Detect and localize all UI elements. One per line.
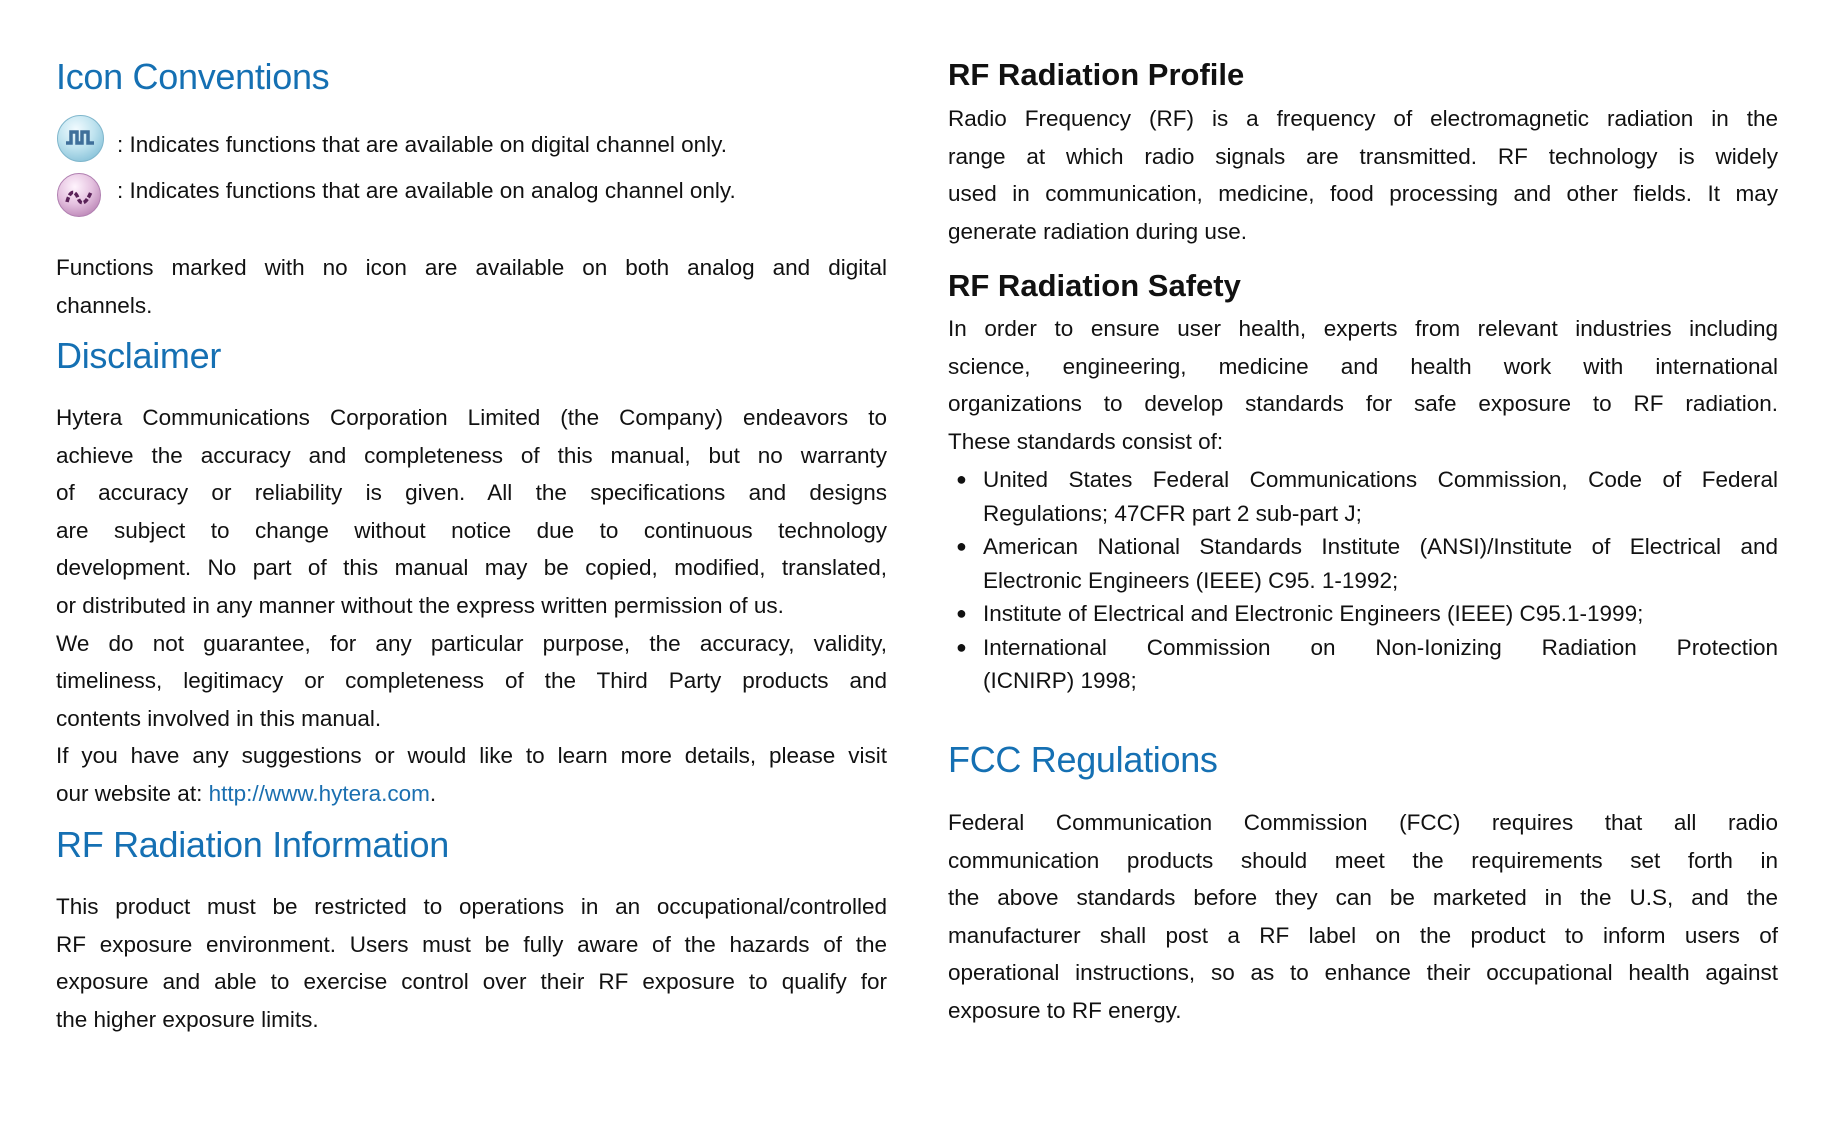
rf-radiation-safety-text [948, 310, 1778, 460]
text-line: or distributed in any manner without the express written permission of us. [56, 592, 784, 618]
text-line: used in communication, medicine, food processing and other fields. It may [948, 181, 1778, 207]
disclaimer-paragraph-2 [56, 625, 887, 738]
text-line: the higher exposure limits. [56, 1006, 319, 1032]
text-line: manufacturer shall post a RF label on the product to inform users of [948, 922, 1778, 948]
rf-radiation-information-heading: RF Radiation Information [56, 824, 449, 865]
list-item [956, 463, 1778, 530]
rf-radiation-information-text [56, 888, 887, 1038]
text-line: We do not guarantee, for any particular purpose, the accuracy, validity, [56, 630, 887, 656]
text-line: exposure to RF energy. [948, 997, 1182, 1023]
list-item [956, 631, 1778, 698]
text-line: timeliness, legitimacy or completeness of the Third Party products and [56, 668, 887, 694]
text-line: Hytera Communications Corporation Limited (the Company) endeavors to [56, 405, 887, 430]
bullet-icon: ● [956, 636, 967, 657]
text-line: are subject to change without notice due to continuous technology [56, 517, 887, 543]
bullet-icon: ● [956, 536, 967, 556]
list-item [956, 530, 1778, 597]
text-line: Radio Frequency (RF) is a frequency of electromagnetic radiation in the [948, 106, 1778, 131]
text-line: Federal Communication Commission (FCC) requires that all radio [948, 810, 1778, 835]
bullet-icon: ● [956, 469, 967, 489]
text-line: International Commission on Non-Ionizing Radiation Protection [983, 634, 1778, 660]
text-line: organizations to develop standards for safe exposure to RF radiation. [948, 391, 1778, 417]
rf-radiation-safety-heading: RF Radiation Safety [948, 268, 1241, 303]
standards-list [956, 463, 1778, 698]
icon-conventions-note [56, 249, 887, 324]
disclaimer-heading: Disclaimer [56, 335, 222, 376]
text-line: In order to ensure user health, experts from relevant industries including [948, 316, 1778, 341]
text-line: United States Federal Communications Commission, Code of Federal [983, 467, 1778, 492]
disclaimer-paragraph-1 [56, 399, 887, 625]
text-line: These standards consist of: [948, 428, 1224, 454]
text-line: contents involved in this manual. [56, 705, 382, 731]
text-line: RF exposure environment. Users must be fully aware of the hazards of the [56, 931, 887, 957]
text-line: Functions marked with no icon are available on both analog and digital [56, 255, 887, 280]
analog-icon-description: : Indicates functions that are available on analog channel only. [117, 178, 736, 203]
icon-conventions-heading: Icon Conventions [56, 56, 330, 97]
text-line: Regulations; 47CFR part 2 sub-part J; [983, 500, 1362, 526]
text-line: exposure and able to exercise control over their RF exposure to qualify for [56, 969, 887, 995]
text-line: operational instructions, so as to enhance their occupational health against [948, 960, 1778, 986]
bullet-icon: ● [956, 603, 967, 623]
text-line: the above standards before they can be marketed in the U.S, and the [948, 885, 1778, 911]
digital-channel-icon [57, 115, 104, 162]
text-line: American National Standards Institute (ANSI)/Institute of Electrical and [983, 534, 1778, 559]
text-line: of accuracy or reliability is given. All the specifications and designs [56, 480, 887, 506]
text-line: channels. [56, 292, 153, 318]
text-line: If you have any suggestions or would like to learn more details, please visit [56, 743, 887, 769]
analog-channel-icon [57, 173, 101, 217]
text-line: achieve the accuracy and completeness of this manual, but no warranty [56, 442, 887, 468]
list-item [956, 597, 1778, 631]
digital-icon-description: : Indicates functions that are available on digital channel only. [117, 132, 727, 157]
website-link[interactable]: http://www.hytera.com [208, 780, 430, 806]
text-line: communication products should meet the requirements set forth in [948, 847, 1778, 873]
website-prefix: our website at: [56, 780, 209, 806]
text-line: science, engineering, medicine and health work with international [948, 353, 1778, 379]
text-line [56, 775, 887, 813]
text-line: Electronic Engineers (IEEE) C95. 1-1992; [983, 567, 1399, 593]
text-line: Institute of Electrical and Electronic Engineers (IEEE) C95.1-1999; [983, 601, 1644, 626]
website-suffix: . [429, 780, 437, 806]
disclaimer-paragraph-3 [56, 737, 887, 812]
text-line: generate radiation during use. [948, 218, 1247, 244]
text-line: range at which radio signals are transmitted. RF technology is widely [948, 143, 1778, 169]
fcc-regulations-text [948, 804, 1778, 1030]
rf-radiation-profile-text [948, 100, 1778, 250]
text-line: This product must be restricted to operations in an occupational/controlled [56, 894, 887, 919]
text-line: development. No part of this manual may be copied, modified, translated, [56, 555, 887, 581]
fcc-regulations-heading: FCC Regulations [948, 739, 1218, 780]
text-line: (ICNIRP) 1998; [983, 668, 1137, 693]
disclaimer-text [56, 399, 887, 813]
rf-radiation-profile-heading: RF Radiation Profile [948, 57, 1245, 92]
